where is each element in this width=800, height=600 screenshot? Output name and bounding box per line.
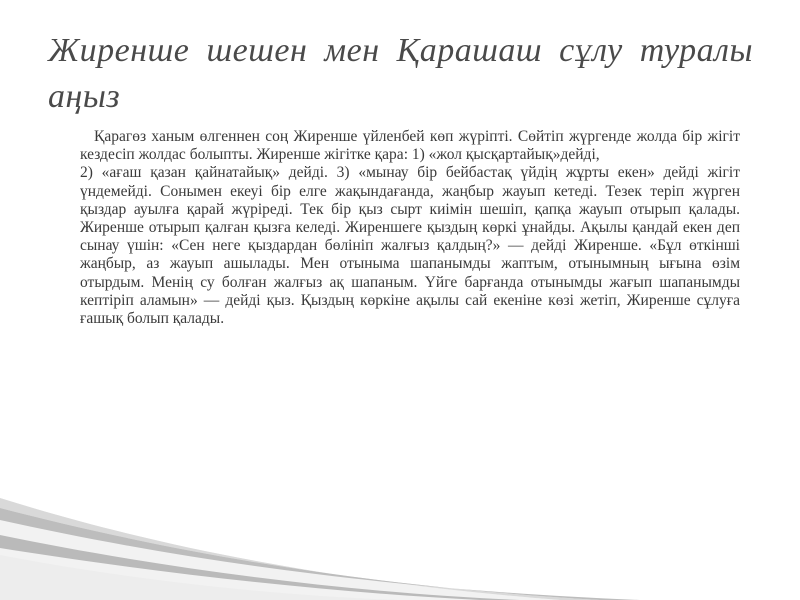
paragraph-2: 2) «ағаш қазан қайнатайық» дейді. 3) «мынау бір бейбастақ үйдің жұрты екен» дейді жігіт үндемейді. Сонымен екеуі бір елге жақындағанда, жаңбыр жауып кетеді. Тезек теріп жүрген қыздар ауылға қарай жүріреді. Тек бір қыз сырт киімін шешіп, қапқа жауып отырып қалады. Жиренше отырып қалған қызға келеді. Жиреншеге қыздың көркі ұнайды. Ақылы қандай екен деп сынау үшін: «Сен неге қыздардан бөлініп жалғыз қалдың?» — дейді Жиренше. «Бұл өткінші жаңбыр, аз жауып ашылады. Мен отыныма шапанымды жаптым, отынымның ығына өзім отырдым. Менің су болған жалғыз ақ шапаным. Үйге барғанда отынымды жағып шапанымды кептіріп аламын» — дейді қыз. Қыздың көркіне ақылы сай екеніне көзі жетіп, Жиренше сұлуға ғашық болып қалады.: [80, 164, 740, 328]
paragraph-1: Қарагөз ханым өлгеннен соң Жиренше үйленбей көп жүріпті. Сөйтіп жүргенде жолда бір жігіт кездесіп жолдас болыпты. Жиренше жігітке қара: 1) «жол қысқартайық»дейді,: [80, 128, 740, 164]
slide-body: [80, 128, 740, 328]
slide-title: Жиренше шешен мен Қарашаш сұлу туралы аңыз: [48, 32, 753, 115]
